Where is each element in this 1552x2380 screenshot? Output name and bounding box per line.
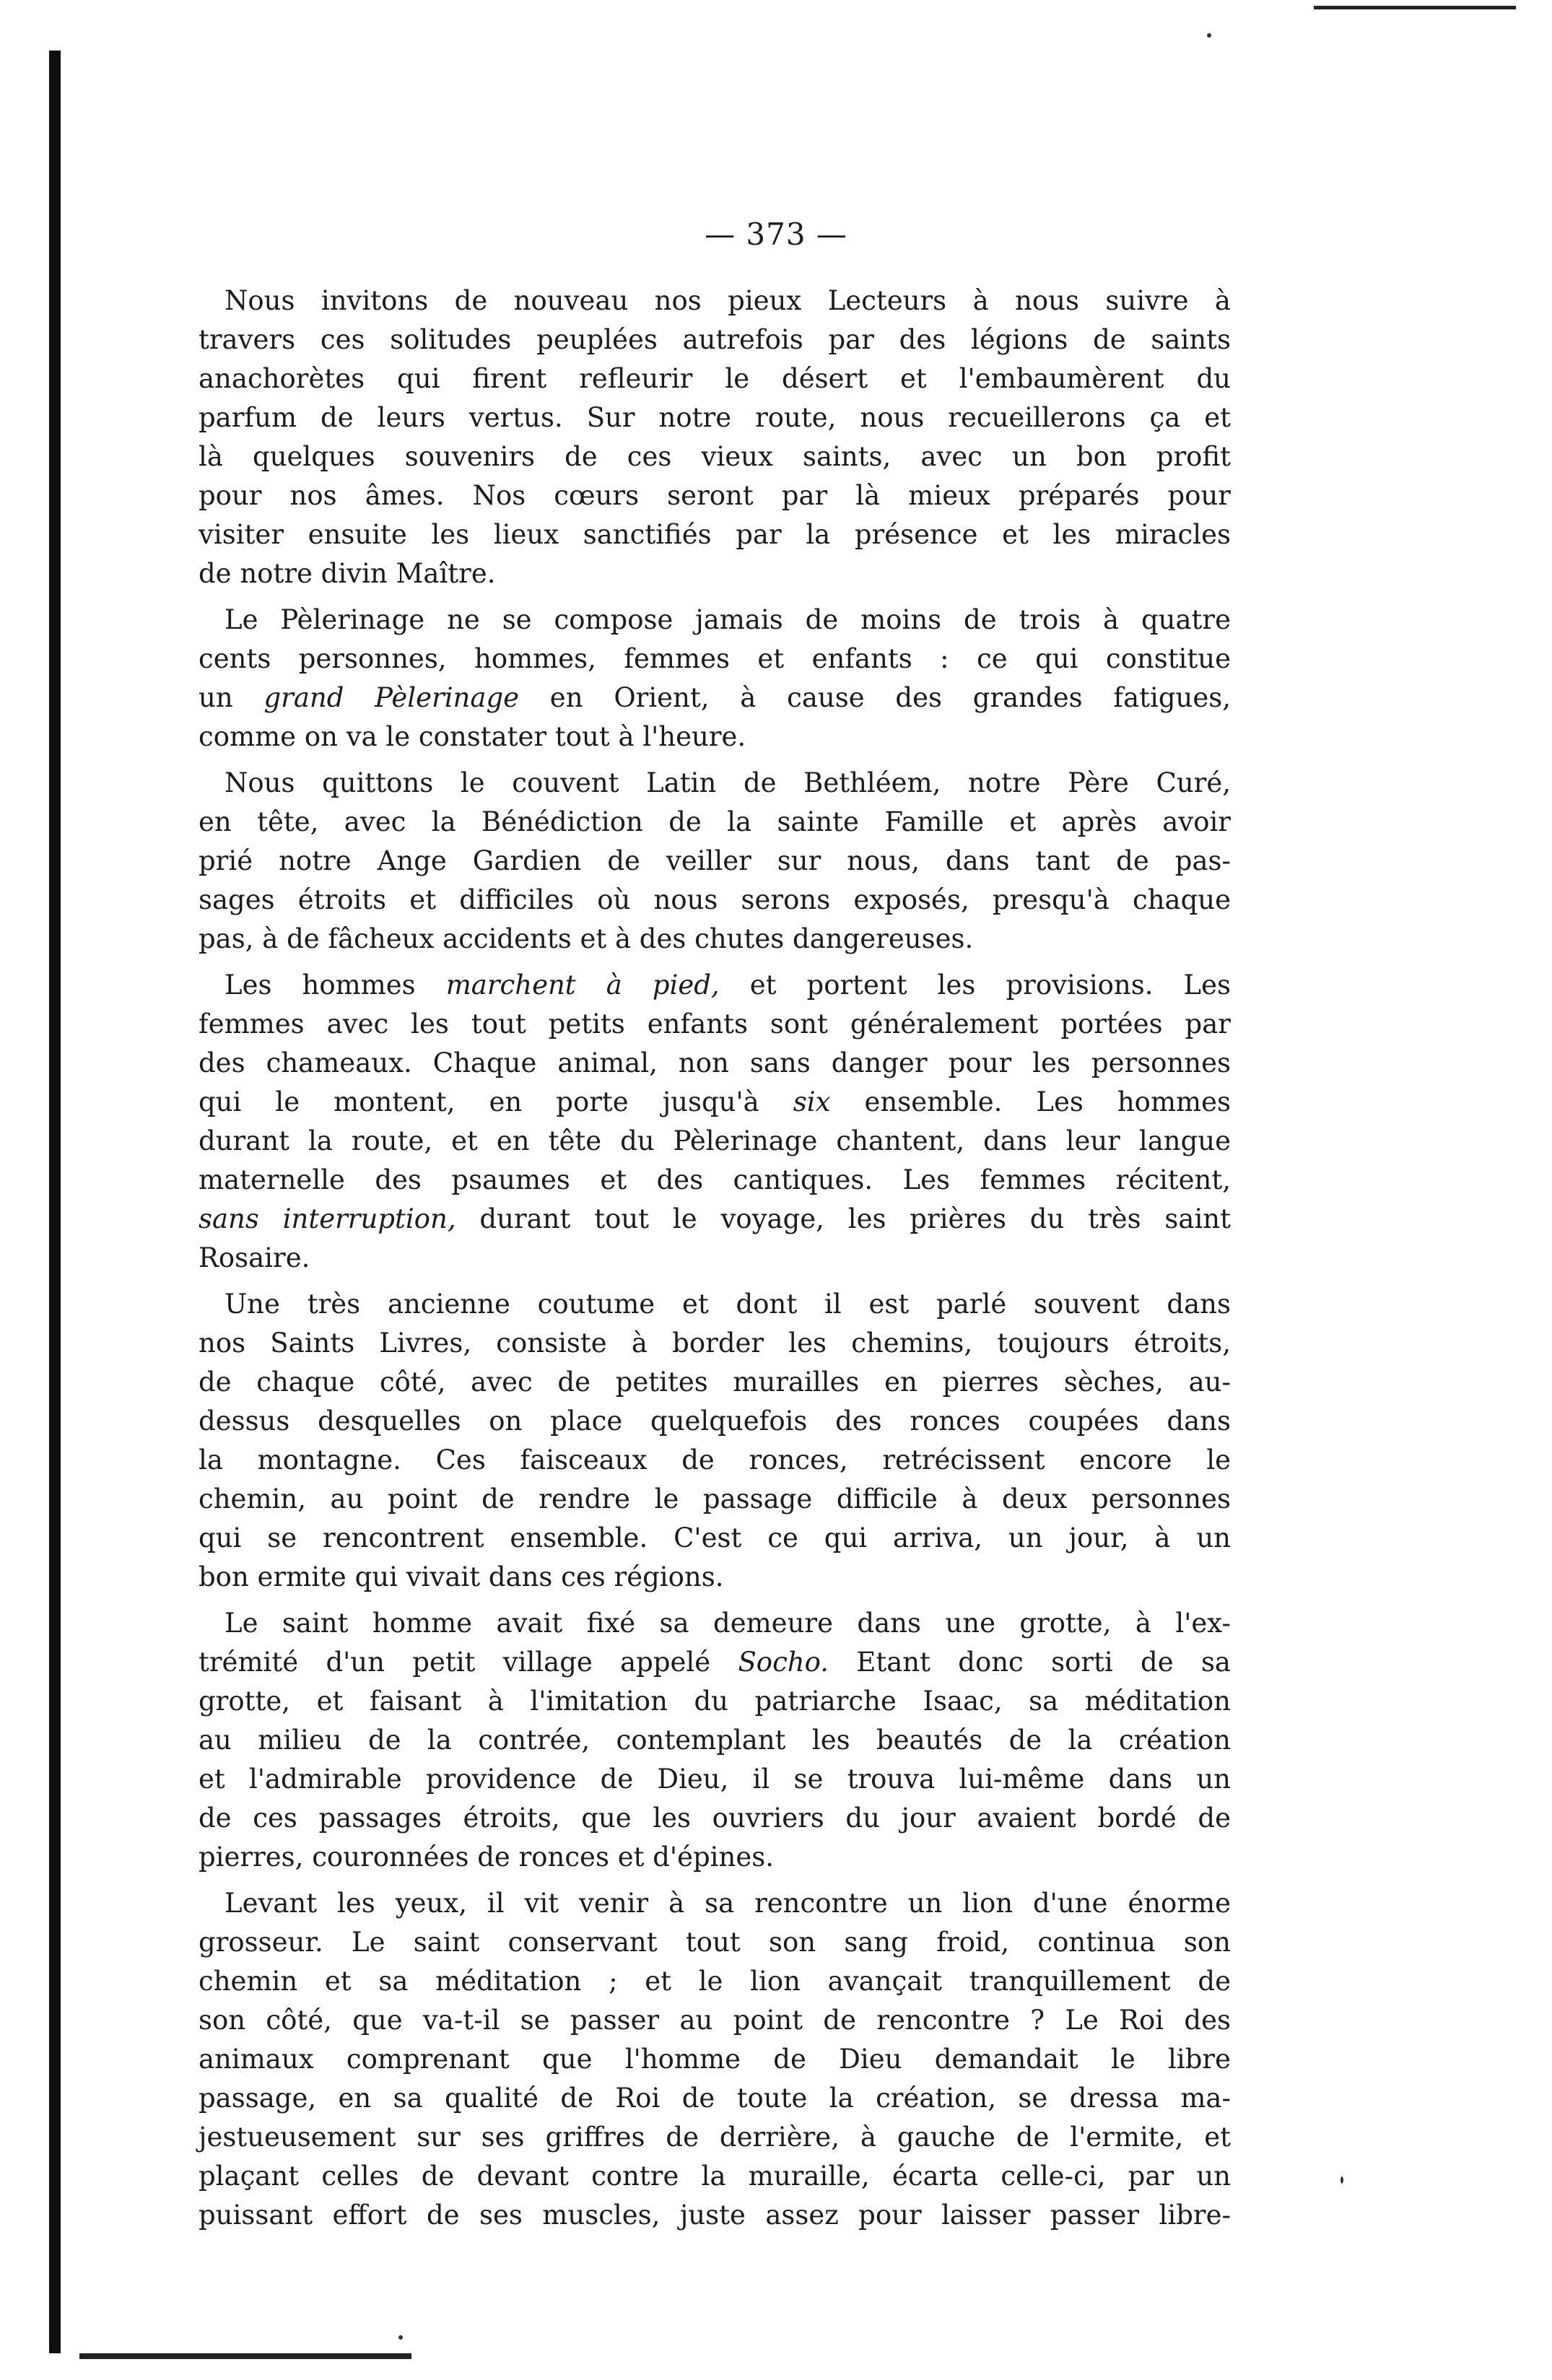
text-line: parfum de leurs vertus. Sur notre route, nous recueillerons ça et: [199, 402, 1231, 433]
text-span: qui le montent, en porte jusqu'à: [199, 1086, 793, 1117]
text-line: des chameaux. Chaque animal, non sans danger pour les personnes: [199, 1047, 1231, 1078]
text-line: prié notre Ange Gardien de veiller sur nous, dans tant de pas-: [199, 845, 1231, 876]
text-line: plaçant celles de devant contre la muraille, écarta celle-ci, par un: [199, 2161, 1231, 2192]
text-line: Rosaire.: [199, 1242, 310, 1273]
text-line: chemin et sa méditation ; et le lion avançait tranquillement de: [199, 1966, 1231, 1997]
text-line: pierres, couronnées de ronces et d'épines.: [199, 1841, 774, 1873]
text-line: Nous quittons le couvent Latin de Bethléem, notre Père Curé,: [224, 767, 1231, 798]
speck-mark: [1340, 2176, 1343, 2184]
text-line: la montagne. Ces faisceaux de ronces, retrécissent encore le: [199, 1444, 1231, 1475]
text-line: [199, 1200, 1231, 1239]
text-line: sages étroits et difficiles où nous serons exposés, presqu'à chaque: [199, 884, 1231, 915]
text-line: visiter ensuite les lieux sanctifiés par la présence et les miracles: [199, 519, 1231, 550]
text-line: là quelques souvenirs de ces vieux saints, avec un bon profit: [199, 441, 1231, 472]
text-line: femmes avec les tout petits enfants sont généralement portées par: [199, 1008, 1231, 1039]
text-span: Etant donc sorti de sa: [829, 1647, 1231, 1678]
text-line: son côté, que va-t-il se passer au point de rencontre ? Le Roi des: [199, 2005, 1231, 2036]
speck-mark: [398, 2335, 403, 2340]
text-line: Nous invitons de nouveau nos pieux Lecteurs à nous suivre à: [224, 285, 1231, 316]
text-line: grotte, et faisant à l'imitation du patriarche Isaac, sa méditation: [199, 1686, 1231, 1717]
text-line: de ces passages étroits, que les ouvriers du jour avaient bordé de: [199, 1803, 1231, 1834]
text-line: travers ces solitudes peuplées autrefois par des légions de saints: [199, 324, 1231, 355]
text-line: grosseur. Le saint conservant tout son sang froid, continua son: [199, 1927, 1231, 1958]
text-line: comme on va le constater tout à l'heure.: [199, 721, 746, 752]
text-line: maternelle des psaumes et des cantiques. Les femmes récitent,: [199, 1164, 1231, 1195]
text-line: [199, 1083, 1231, 1122]
text-line: pas, à de fâcheux accidents et à des chutes dangereuses.: [199, 923, 974, 954]
body-text: [199, 282, 1231, 2235]
text-line: de chaque côté, avec de petites murailles en pierres sèches, au-: [199, 1366, 1231, 1398]
italic-text: grand Pèlerinage: [263, 682, 520, 713]
text-span: Les hommes: [224, 969, 446, 1001]
text-line: de notre divin Maître.: [199, 558, 496, 589]
text-line: [199, 679, 1231, 718]
text-line: qui se rencontrent ensemble. C'est ce qui arriva, un jour, à un: [199, 1522, 1231, 1553]
text-line: Le saint homme avait fixé sa demeure dans une grotte, à l'ex-: [224, 1608, 1231, 1639]
paragraph-gap: [199, 1278, 1231, 1285]
text-line: Le Pèlerinage ne se compose jamais de moins de trois à quatre: [224, 604, 1231, 635]
text-span: en Orient, à cause des grandes fatigues,: [519, 682, 1231, 713]
text-line: cents personnes, hommes, femmes et enfants : ce qui constitue: [199, 643, 1231, 674]
paragraph-gap: [199, 1597, 1231, 1604]
paragraph-gap: [199, 757, 1231, 764]
text-line: et l'admirable providence de Dieu, il se trouva lui-même dans un: [199, 1764, 1231, 1795]
text-line: bon ermite qui vivait dans ces régions.: [199, 1561, 724, 1592]
text-line: chemin, au point de rendre le passage difficile à deux personnes: [199, 1483, 1231, 1514]
text-line: passage, en sa qualité de Roi de toute la création, se dressa ma-: [199, 2083, 1231, 2114]
text-line: animaux comprenant que l'homme de Dieu demandait le libre: [199, 2044, 1231, 2075]
italic-text: six: [793, 1086, 831, 1117]
text-line: pour nos âmes. Nos cœurs seront par là mieux préparés pour: [199, 480, 1231, 511]
text-line: dessus desquelles on place quelquefois des ronces coupées dans: [199, 1405, 1231, 1437]
paragraph-gap: [199, 1877, 1231, 1884]
text-line: Levant les yeux, il vit venir à sa rencontre un lion d'une énorme: [224, 1888, 1231, 1919]
text-line: au milieu de la contrée, contemplant les beautés de la création: [199, 1725, 1231, 1756]
italic-text: sans interruption,: [199, 1203, 456, 1234]
italic-text: marchent à pied,: [445, 969, 720, 1001]
scan-edge-bar: [49, 51, 61, 2353]
paragraph-gap: [199, 959, 1231, 966]
text-line: nos Saints Livres, consiste à border les chemins, toujours étroits,: [199, 1328, 1231, 1359]
text-span: trémité d'un petit village appelé: [199, 1647, 738, 1678]
text-span: ensemble. Les hommes: [830, 1086, 1231, 1117]
page-number: — 373 —: [705, 217, 847, 252]
text-line: durant la route, et en tête du Pèlerinage chantent, dans leur langue: [199, 1125, 1231, 1156]
scan-edge-line-top: [1314, 6, 1516, 9]
text-line: anachorètes qui firent refleurir le désert et l'embaumèrent du: [199, 363, 1231, 394]
text-span: durant tout le voyage, les prières du très saint: [455, 1203, 1231, 1234]
text-span: un: [199, 682, 264, 713]
paragraph-gap: [199, 593, 1231, 601]
scan-edge-line-bottom: [79, 2353, 411, 2359]
text-span: et portent les provisions. Les: [719, 969, 1231, 1001]
text-line: [199, 966, 1231, 1005]
text-line: en tête, avec la Bénédiction de la sainte Famille et après avoir: [199, 806, 1231, 837]
italic-text: Socho.: [738, 1647, 829, 1678]
text-line: Une très ancienne coutume et dont il est parlé souvent dans: [224, 1289, 1231, 1320]
speck-mark: [1207, 33, 1211, 38]
text-line: [199, 1643, 1231, 1682]
text-line: puissant effort de ses muscles, juste assez pour laisser passer libre-: [199, 2200, 1231, 2231]
text-line: jestueusement sur ses griffres de derrière, à gauche de l'ermite, et: [199, 2122, 1231, 2153]
